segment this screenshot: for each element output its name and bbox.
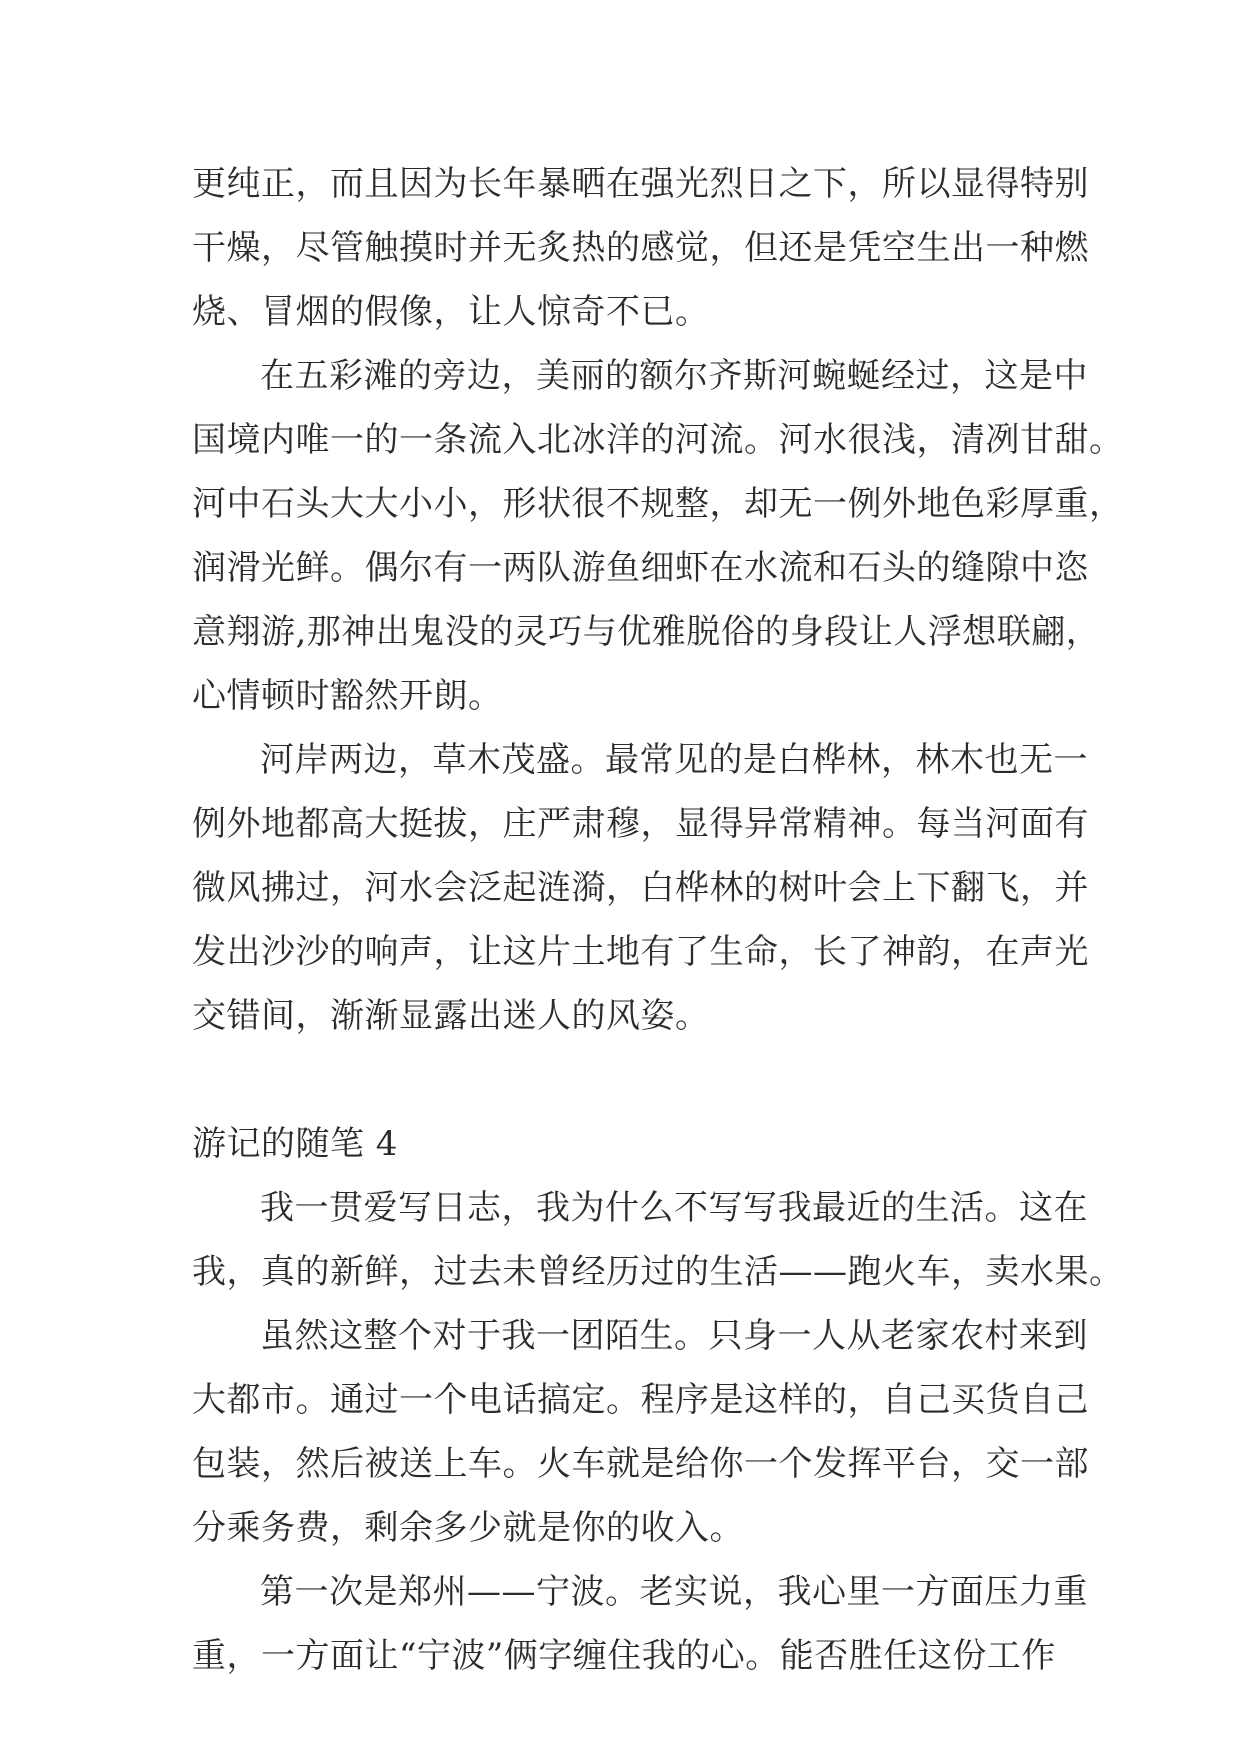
- text-line: 润滑光鲜。偶尔有一两队游鱼细虾在水流和石头的缝隙中恣: [192, 548, 1089, 588]
- text-line: 心情顿时豁然开朗。: [192, 676, 503, 716]
- text-line: 发出沙沙的响声，让这片土地有了生命，长了神韵，在声光: [192, 932, 1089, 972]
- text-line: 意翔游,那神出鬼没的灵巧与优雅脱俗的身段让人浮想联翩，: [192, 612, 1101, 652]
- paragraph: [192, 728, 1089, 1048]
- paragraph: [192, 1176, 1124, 1304]
- text-line: 河岸两边，草木茂盛。最常见的是白桦林，林木也无一: [260, 740, 1088, 780]
- text-line: 大都市。通过一个电话搞定。程序是这样的，自己买货自己: [192, 1380, 1089, 1420]
- text-line: 虽然这整个对于我一团陌生。只身一人从老家农村来到: [260, 1316, 1088, 1356]
- text-line: 重，一方面让“宁波”俩字缠住我的心。能否胜任这份工作: [192, 1636, 1056, 1676]
- text-line: 交错间，渐渐显露出迷人的风姿。: [192, 996, 710, 1036]
- text-line: 烧、冒烟的假像，让人惊奇不已。: [192, 292, 710, 332]
- text-line: 河中石头大大小小，形状很不规整，却无一例外地色彩厚重，: [192, 484, 1124, 524]
- text-line: 我，真的新鲜，过去未曾经历过的生活——跑火车，卖水果。: [192, 1252, 1124, 1292]
- paragraph: [192, 344, 1124, 728]
- text-line: 干燥，尽管触摸时并无炙热的感觉，但还是凭空生出一种燃: [192, 228, 1089, 268]
- text-line: 更纯正，而且因为长年暴晒在强光烈日之下，所以显得特别: [192, 164, 1089, 204]
- paragraph: [192, 152, 1089, 344]
- document-body: [192, 152, 1124, 1688]
- text-line: 包装，然后被送上车。火车就是给你一个发挥平台，交一部: [192, 1444, 1089, 1484]
- paragraph: [192, 1304, 1089, 1560]
- text-line: 微风拂过，河水会泛起涟漪，白桦林的树叶会上下翻飞，并: [192, 868, 1089, 908]
- section-title: 游记的随笔 4: [192, 1124, 398, 1164]
- text-line: 在五彩滩的旁边，美丽的额尔齐斯河蜿蜒经过，这是中: [260, 356, 1088, 396]
- text-line: 国境内唯一的一条流入北冰洋的河流。河水很浅，清冽甘甜。: [192, 420, 1124, 460]
- paragraph: [192, 1560, 1088, 1688]
- text-line: 分乘务费，剩余多少就是你的收入。: [192, 1508, 744, 1548]
- blank-line: [192, 1048, 1048, 1112]
- text-line: 例外地都高大挺拔，庄严肃穆，显得异常精神。每当河面有: [192, 804, 1089, 844]
- text-line: 我一贯爱写日志，我为什么不写写我最近的生活。这在: [260, 1188, 1088, 1228]
- text-line: 第一次是郑州——宁波。老实说，我心里一方面压力重: [260, 1572, 1088, 1612]
